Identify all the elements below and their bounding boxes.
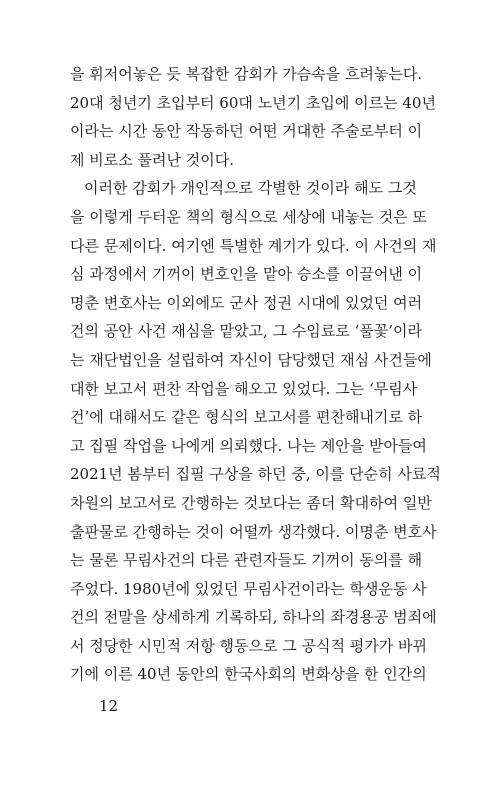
text-line: 는 물론 무림사건의 다른 관련자들도 기꺼이 동의를 해 (70, 551, 423, 570)
text-line: 건의 전말을 상세하게 기록하되, 하나의 좌경용공 범죄에 (70, 608, 437, 627)
body-text (70, 60, 465, 689)
page-number: 12 (99, 697, 119, 715)
text-line: 건의 공안 사건 재심을 맡았고, 그 수임료로 ‘풀꽃’이라 (70, 322, 422, 341)
text-line: 출판물로 간행하는 것이 어떨까 생각했다. 이명춘 변호사 (70, 522, 437, 541)
text-line: 을 휘저어놓은 듯 복잡한 감회가 가슴속을 흐려놓는다. (70, 65, 423, 83)
text-line: 차원의 보고서로 간행하는 것보다는 좀더 확대하여 일반 (70, 493, 432, 512)
text-line: 2021년 봄부터 집필 구상을 하던 중, 이를 단순히 사료적 (70, 465, 441, 484)
text-line: 고 집필 작업을 나에게 의뢰했다. 나는 제안을 받아들여 (70, 436, 427, 455)
text-line: 기에 이른 40년 동안의 한국사회의 변화상을 한 인간의 (70, 665, 427, 684)
paragraph-first-line: 이러한 감회가 개인적으로 각별한 것이라 해도 그것 (84, 179, 417, 198)
text-line: 다른 문제이다. 여기엔 특별한 계기가 있다. 이 사건의 재 (70, 236, 437, 255)
text-line: 는 재단법인을 설립하여 자신이 담당했던 재심 사건들에 (70, 350, 432, 369)
text-line: 제 비로소 풀려난 것이다. (70, 150, 234, 169)
text-line: 건’에 대해서도 같은 형식의 보고서를 편찬해내기로 하 (70, 408, 423, 427)
text-line: 대한 보고서 편찬 작업을 해오고 있었다. 그는 ‘무림사 (70, 379, 418, 398)
text-line: 주었다. 1980년에 있었던 무림사건이라는 학생운동 사 (70, 579, 427, 598)
text-line: 을 이렇게 두터운 책의 형식으로 세상에 내놓는 것은 또 (70, 207, 427, 226)
text-line: 이라는 시간 동안 작동하던 어떤 거대한 주술로부터 이 (70, 122, 423, 141)
text-line: 서 정당한 시민적 저항 행동으로 그 공식적 평가가 바뀌 (70, 636, 427, 655)
text-line: 20대 청년기 초입부터 60대 노년기 초입에 이르는 40년 (70, 93, 436, 112)
text-line: 명춘 변호사는 이외에도 군사 정권 시대에 있었던 여러 (70, 293, 423, 312)
text-line: 심 과정에서 기꺼이 변호인을 맡아 승소를 이끌어낸 이 (70, 265, 423, 284)
